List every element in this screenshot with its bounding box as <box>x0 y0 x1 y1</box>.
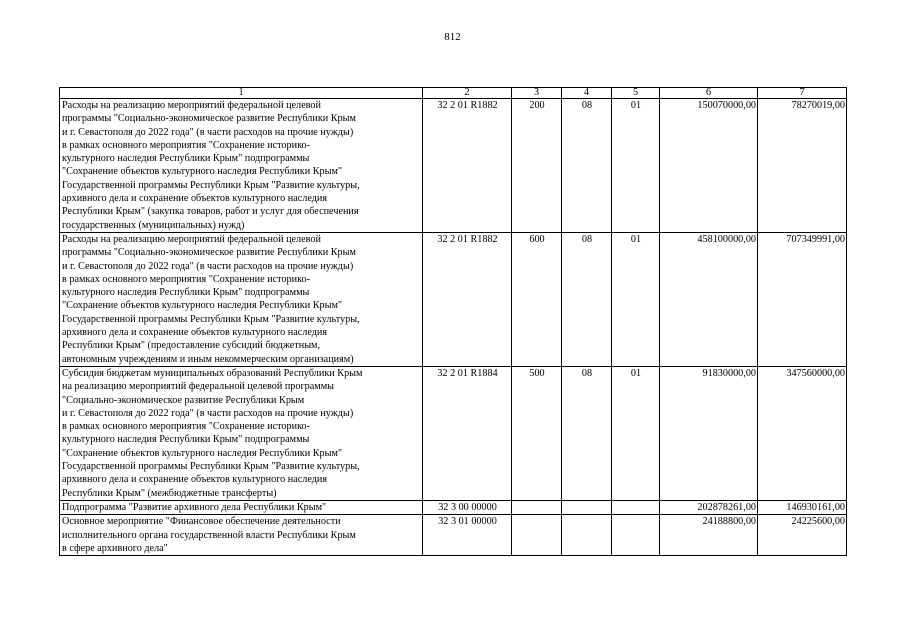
budget-table <box>59 87 847 556</box>
table-row <box>60 232 847 366</box>
column-header-1: 1 <box>60 88 423 99</box>
column-header-3: 3 <box>512 88 562 99</box>
expense-type-cell: 200 <box>512 99 562 233</box>
target-code-cell: 32 2 01 R1882 <box>423 99 512 233</box>
table-row <box>60 500 847 514</box>
amount-col6-cell: 150070000,00 <box>660 99 758 233</box>
amount-col6-cell: 24188800,00 <box>660 515 758 556</box>
column-header-7: 7 <box>758 88 847 99</box>
expense-type-cell <box>512 515 562 556</box>
section-cell <box>562 500 612 514</box>
subsection-cell <box>612 515 660 556</box>
column-header-6: 6 <box>660 88 758 99</box>
target-code-cell: 32 2 01 R1884 <box>423 366 512 500</box>
expense-name-cell: Расходы на реализацию мероприятий федеральной целевой программы "Социально-экономическое развитие Республики Крым и г. Севастополя до 2022 года" (в части расходов на прочие нужды) в рамках основного мероприятия "Сохранение историко- культурного наследия Республики Крым" подпрограммы "Сохранение объектов культурного наследия Республики Крым" Государственной программы Республики Крым "Развитие культуры, архивного дела и сохранение объектов культурного наследия Республики Крым" (закупка товаров, работ и услуг для обеспечения государственных (муниципальных) нужд) <box>60 99 423 233</box>
amount-col7-cell: 24225600,00 <box>758 515 847 556</box>
expense-name-cell: Расходы на реализацию мероприятий федеральной целевой программы "Социально-экономическое развитие Республики Крым и г. Севастополя до 2022 года" (в части расходов на прочие нужды) в рамках основного мероприятия "Сохранение историко- культурного наследия Республики Крым" подпрограммы "Сохранение объектов культурного наследия Республики Крым" Государственной программы Республики Крым "Развитие культуры, архивного дела и сохранение объектов культурного наследия Республики Крым" (предоставление субсидий бюджетным, автономным учреждениям и иным некоммерческим организациям) <box>60 232 423 366</box>
expense-name-cell: Подпрограмма "Развитие архивного дела Республики Крым" <box>60 500 423 514</box>
table-row <box>60 515 847 556</box>
expense-name-cell: Субсидия бюджетам муниципальных образований Республики Крым на реализацию мероприятий федеральной целевой программы "Социально-экономическое развитие Республики Крым и г. Севастополя до 2022 года" (в части расходов на прочие нужды) в рамках основного мероприятия "Сохранение историко- культурного наследия Республики Крым" подпрограммы "Сохранение объектов культурного наследия Республики Крым" Государственной программы Республики Крым "Развитие культуры, архивного дела и сохранение объектов культурного наследия Республики Крым" (межбюджетные трансферты) <box>60 366 423 500</box>
section-cell: 08 <box>562 232 612 366</box>
column-header-2: 2 <box>423 88 512 99</box>
section-cell <box>562 515 612 556</box>
amount-col6-cell: 202878261,00 <box>660 500 758 514</box>
amount-col6-cell: 458100000,00 <box>660 232 758 366</box>
amount-col7-cell: 707349991,00 <box>758 232 847 366</box>
subsection-cell: 01 <box>612 232 660 366</box>
expense-type-cell: 600 <box>512 232 562 366</box>
expense-type-cell <box>512 500 562 514</box>
amount-col7-cell: 347560000,00 <box>758 366 847 500</box>
target-code-cell: 32 3 00 00000 <box>423 500 512 514</box>
section-cell: 08 <box>562 366 612 500</box>
target-code-cell: 32 3 01 00000 <box>423 515 512 556</box>
section-cell: 08 <box>562 99 612 233</box>
column-header-5: 5 <box>612 88 660 99</box>
amount-col7-cell: 78270019,00 <box>758 99 847 233</box>
table-row <box>60 366 847 500</box>
header-row <box>60 88 847 99</box>
subsection-cell <box>612 500 660 514</box>
amount-col6-cell: 91830000,00 <box>660 366 758 500</box>
target-code-cell: 32 2 01 R1882 <box>423 232 512 366</box>
page-number: 812 <box>444 31 461 43</box>
subsection-cell: 01 <box>612 366 660 500</box>
subsection-cell: 01 <box>612 99 660 233</box>
expense-type-cell: 500 <box>512 366 562 500</box>
amount-col7-cell: 146930161,00 <box>758 500 847 514</box>
column-header-4: 4 <box>562 88 612 99</box>
table-row <box>60 99 847 233</box>
expense-name-cell: Основное мероприятие "Финансовое обеспечение деятельности исполнительного органа государственной власти Республики Крым в сфере архивного дела" <box>60 515 423 556</box>
